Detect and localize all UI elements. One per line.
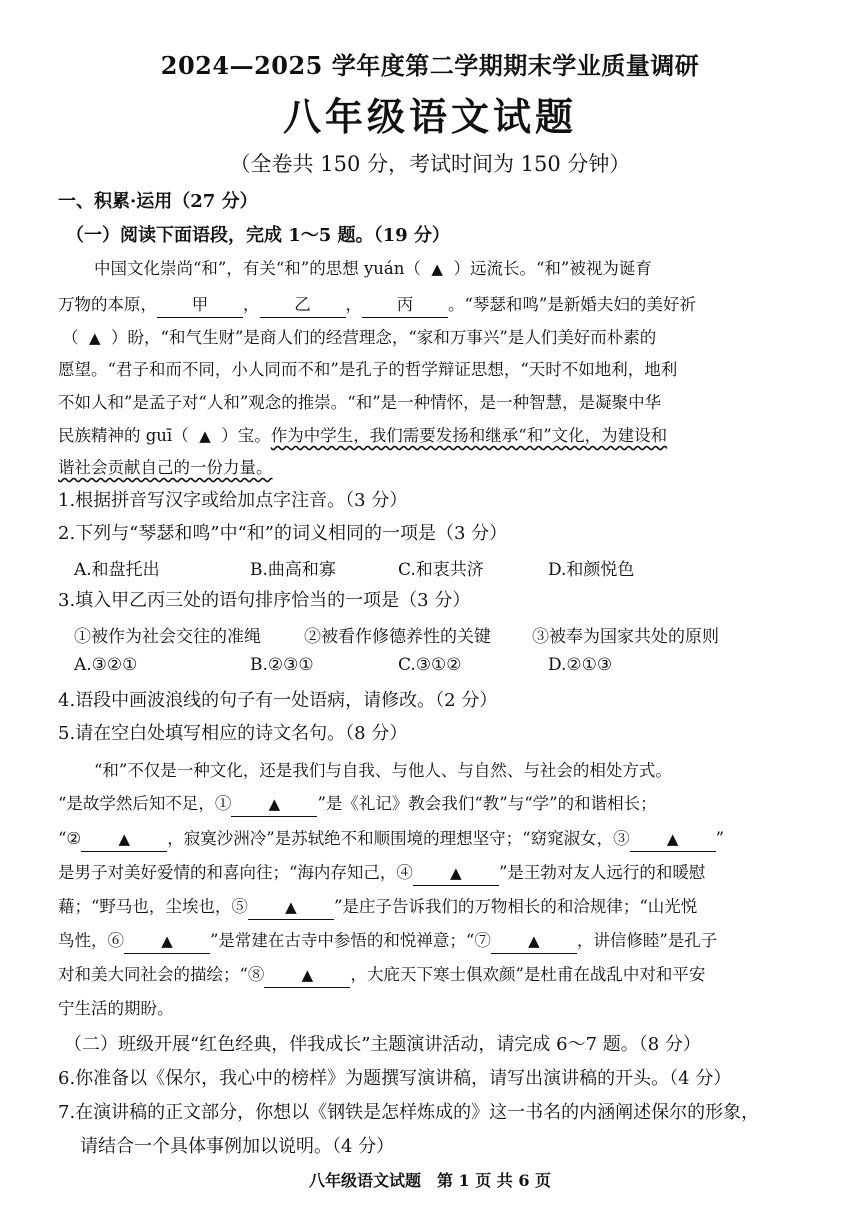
question-1: 1.根据拼音写汉字或给加点字注音。（3 分）: [58, 490, 408, 511]
q5-line-3: “② ▲ ，寂寞沙洲冷”是苏轼绝不和顺围境的理想坚守；“窈窕淑女，③ ▲ ”: [58, 827, 724, 852]
passage-line-7: [58, 456, 273, 480]
q3-item-3: ③被奉为国家共处的原则: [532, 627, 719, 647]
passage-line-1: 中国文化崇尚“和”，有关“和”的思想 yuán（ ▲ ）远流长。“和”被视为诞育: [94, 259, 652, 278]
question-7: 7.在演讲稿的正文部分，你想以《钢铁是怎样炼成的》这一书名的内涵阐述保尔的形象，: [58, 1102, 760, 1123]
question-7-cont: 请结合一个具体事例加以说明。（4 分）: [80, 1136, 395, 1157]
poem-blank-8: ▲: [264, 963, 350, 988]
question-4: 4.语段中画波浪线的句子有一处语病，请修改。（2 分）: [58, 690, 498, 711]
q3-option-c: C.③①②: [398, 655, 462, 675]
passage-line-6: 民族精神的 guī（ ▲ ）宝。作为中学生，我们需要发扬和继承“和”文化，为建设和: [58, 426, 668, 445]
blank-marker: ▲: [89, 329, 101, 347]
q5-line-1: “和”不仅是一种文化，还是我们与自我、与他人、与自然、与社会的相处方式。: [94, 761, 672, 780]
poem-blank-3: ▲: [630, 827, 716, 852]
blank-marker: ▲: [431, 260, 443, 278]
poem-blank-2: ▲: [81, 827, 167, 852]
q5-line-4: 是男子对美好爱情的和喜向往；“海内存知己，④ ▲ ”是王勃对友人远行的和暖慰: [58, 861, 705, 886]
poem-blank-4: ▲: [413, 861, 499, 886]
exam-header: 2024—2025 学年度第二学期期末学业质量调研: [160, 51, 700, 80]
q5-line-5: 藉；“野马也，尘埃也，⑤ ▲ ”是庄子告诉我们的万物相长的和洽规律；“山光悦: [58, 895, 697, 920]
q3-item-2: ②被看作修德养性的关键: [304, 627, 491, 647]
wavy-sentence-end: 谐社会贡献自己的一份力量。: [58, 458, 273, 477]
blank-marker: ▲: [199, 427, 211, 445]
q5-line-7: 对和美大同社会的描绘；“⑧ ▲ ，大庇天下寒士俱欢颜”是杜甫在战乱中对和平安: [58, 963, 705, 988]
poem-blank-6: ▲: [124, 929, 210, 954]
passage-line-5: 不如人和”是孟子对“人和”观念的推崇。“和”是一种情怀，是一种智慧，是凝聚中华: [58, 393, 662, 412]
q5-line-8: 宁生活的期盼。: [58, 999, 174, 1018]
q2-option-a: A.和盘托出: [74, 560, 160, 580]
poem-blank-1: ▲: [231, 792, 317, 817]
part1-intro: （一）阅读下面语段，完成 1～5 题。（19 分）: [66, 225, 450, 246]
q3-item-1: ①被作为社会交往的准绳: [74, 627, 261, 647]
passage-line-3: （ ▲ ）盼，“和气生财”是商人们的经营理念，“家和万事兴”是人们美好而朴素的: [62, 328, 657, 347]
part2-intro: （二）班级开展“红色经典，伴我成长”主题演讲活动，请完成 6～7 题。（8 分）: [64, 1034, 701, 1055]
section-heading: 一、积累·运用（27 分）: [58, 191, 258, 212]
blank-yi: 乙: [260, 293, 346, 318]
page-footer: 八年级语文试题 第 1 页 共 6 页: [308, 1171, 552, 1190]
q2-option-b: B.曲高和寡: [250, 560, 336, 580]
q3-option-a: A.③②①: [74, 655, 138, 675]
q5-line-2: “是故学然后知不足，① ▲ ”是《礼记》教会我们“教”与“学”的和谐相长；: [58, 792, 657, 817]
wavy-sentence: 作为中学生，我们需要发扬和继承“和”文化，为建设和: [270, 426, 668, 445]
exam-note: （全卷共 150 分，考试时间为 150 分钟）: [229, 152, 631, 176]
poem-blank-7: ▲: [491, 929, 577, 954]
blank-jia: 甲: [157, 293, 243, 318]
q3-option-d: D.②①③: [548, 655, 613, 675]
q3-option-b: B.②③①: [250, 655, 314, 675]
question-6: 6.你准备以《保尔，我心中的榜样》为题撰写演讲稿，请写出演讲稿的开头。（4 分）: [58, 1068, 732, 1089]
q5-line-6: 鸟性，⑥ ▲ ”是常建在古寺中参悟的和悦禅意；“⑦ ▲ ，讲信修睦”是孔子: [58, 929, 717, 954]
question-5: 5.请在空白处填写相应的诗文名句。（8 分）: [58, 723, 408, 744]
passage-line-4: 愿望。“君子和而不同，小人同而不和”是孔子的哲学辩证思想，“天时不如地利，地利: [58, 360, 678, 379]
passage-line-2: 万物的本原， 甲 ， 乙 ， 丙 。“琴瑟和鸣”是新婚夫妇的美好祈: [58, 293, 696, 318]
q2-option-d: D.和颜悦色: [548, 560, 635, 580]
blank-bing: 丙: [362, 293, 448, 318]
q2-option-c: C.和衷共济: [398, 560, 484, 580]
question-2: 2.下列与“琴瑟和鸣”中“和”的词义相同的一项是（3 分）: [58, 523, 508, 544]
poem-blank-5: ▲: [248, 895, 334, 920]
question-3: 3.填入甲乙丙三处的语句排序恰当的一项是（3 分）: [58, 590, 471, 611]
exam-title: 八年级语文试题: [282, 94, 577, 139]
